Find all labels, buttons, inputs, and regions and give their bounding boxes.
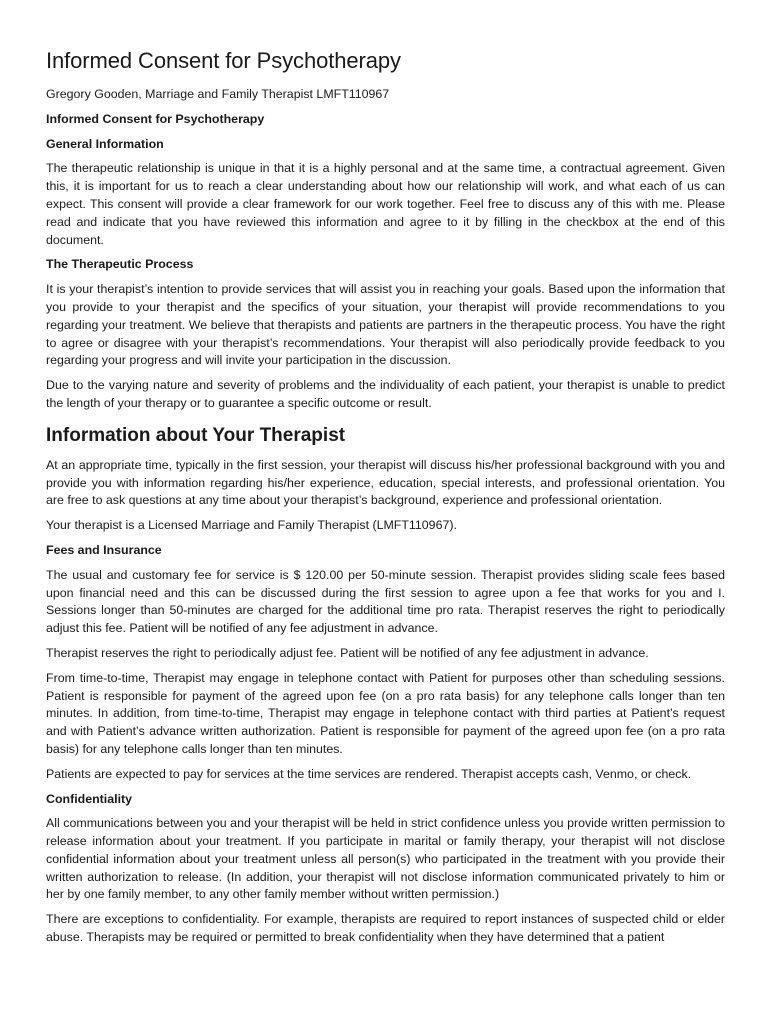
consent-subheading: Informed Consent for Psychotherapy: [46, 111, 265, 126]
general-information-paragraph: The therapeutic relationship is unique in that it is a highly personal and at the same time, a contractual agreement. Given this, it is important for us to reach a clear understanding about how our relationship will work, and what each of us can expect. This consent will provide a clear framework for our work together. Feel free to discuss any of this with me. Please read and indicate that you have reviewed this information and agree to it by filling in the checkbox at the end of this document.: [46, 161, 725, 247]
fees-paragraph-1: The usual and customary fee for service is $ 120.00 per 50-minute session. Therapist provides sliding scale fees based upon financial need and this can be discussed during the first session to agree upon a fee that works for you and I. Sessions longer than 50-minutes are charged for the additional time pro rata. Therapist reserves the right to periodically adjust this fee. Patient will be notified of any fee adjustment in advance.: [46, 567, 725, 636]
fees-paragraph-3: From time-to-time, Therapist may engage in telephone contact with Patient for purposes other than scheduling sessions. Patient is responsible for payment of the agreed upon fee (on a pro rata basis) for any telephone calls longer than ten minutes. In addition, from time-to-time, Therapist may engage in telephone contact with third parties at Patient’s request and with Patient’s advance written authorization. Patient is responsible for payment of the agreed upon fee (on a pro rata basis) for any telephone calls longer than ten minutes.: [46, 670, 725, 756]
confidentiality-heading: Confidentiality: [46, 791, 133, 806]
general-information-heading: General Information: [46, 136, 164, 151]
confidentiality-paragraph-1: All communications between you and your therapist will be held in strict confidence unless you provide written permission to release information about your treatment. If you participate in marital or family therapy, your therapist will not disclose confidential information about your treatment unless all person(s) who participated in the treatment with you provide their written authorization to release. (In addition, your therapist will not disclose information communicated privately to him or her by one family member, to any other family member without written permission.): [46, 816, 725, 902]
document-title: Informed Consent for Psychotherapy: [46, 48, 401, 73]
therapeutic-process-heading: The Therapeutic Process: [46, 257, 194, 272]
therapeutic-process-paragraph-1: It is your therapist’s intention to provide services that will assist you in reaching your goals. Based upon the information that you provide to your therapist and the specifics of your situation, your therapist will provide recommendations to you regarding your treatment. We believe that therapists and patients are partners in the therapeutic process. You have the right to agree or disagree with your therapist’s recommendations. Your therapist will also periodically provide feedback to you regarding your progress and will invite your participation in the discussion.: [46, 282, 725, 368]
fees-heading: Fees and Insurance: [46, 542, 162, 557]
fees-paragraph-4: Patients are expected to pay for services at the time services are rendered. Therapist accepts cash, Venmo, or check.: [46, 766, 692, 781]
therapist-info-paragraph-1: At an appropriate time, typically in the first session, your therapist will discuss his/her professional background with you and provide you with information regarding his/her experience, education, special interests, and professional orientation. You are free to ask questions at any time about your therapist’s background, experience and professional orientation.: [46, 457, 725, 508]
fees-paragraph-2: Therapist reserves the right to periodically adjust fee. Patient will be notified of any fee adjustment in advance.: [46, 645, 649, 660]
confidentiality-paragraph-2: There are exceptions to confidentiality. For example, therapists are required to report instances of suspected child or elder abuse. Therapists may be required or permitted to break confidentiality when they have determined that a patient: [46, 912, 725, 945]
therapeutic-process-paragraph-2: Due to the varying nature and severity of problems and the individuality of each patient, your therapist is unable to predict the length of your therapy or to guarantee a specific outcome or result.: [46, 378, 725, 410]
therapist-info-heading: Information about Your Therapist: [46, 424, 346, 446]
therapist-info-paragraph-2: Your therapist is a Licensed Marriage and Family Therapist (LMFT110967).: [46, 518, 457, 533]
therapist-credential-line: Gregory Gooden, Marriage and Family Therapist LMFT110967: [46, 87, 390, 101]
